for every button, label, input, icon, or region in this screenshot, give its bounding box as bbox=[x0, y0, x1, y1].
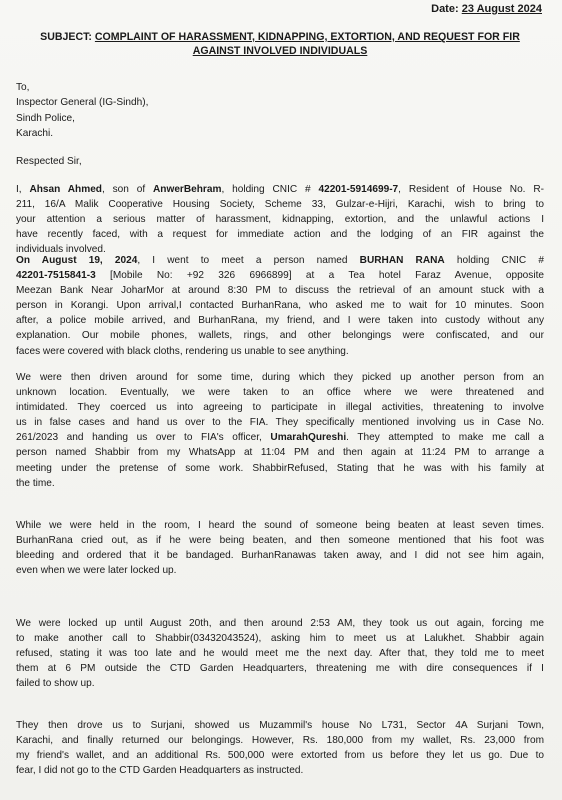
text-run: , Resident of House No. R- bbox=[398, 184, 544, 195]
paragraph-line bbox=[16, 253, 544, 268]
body-paragraph bbox=[16, 518, 544, 578]
bold-text: AnwerBehram bbox=[153, 184, 222, 195]
bold-text: Ahsan Ahmed bbox=[29, 184, 102, 195]
text-run: person named Shabbir from my WhatsApp at 11:04 PM and then again at 11:24 PM to arrange a bbox=[16, 447, 544, 459]
text-run: failed to show up. bbox=[16, 678, 95, 690]
paragraph-line bbox=[16, 661, 544, 676]
text-run: your attention a serious matter of harassment, kidnapping, extortion, and the unlawful actions I bbox=[16, 214, 544, 226]
paragraph-line bbox=[16, 518, 544, 533]
text-run: , holding CNIC # bbox=[221, 184, 319, 195]
text-run: even when we were later locked up. bbox=[16, 565, 177, 577]
bold-text: On August 19, 2024 bbox=[16, 255, 138, 266]
text-run: intimidated. They coerced us into agreeing to participate in illegal activities, threatening to involve bbox=[16, 402, 544, 414]
text-run: BurhanRana cried out, as if he were being beaten, and then someone mentioned that his foot was bbox=[16, 535, 544, 547]
address-line: To, bbox=[16, 82, 30, 93]
text-run: holding CNIC # bbox=[444, 255, 544, 266]
text-run: . They attempted to make me call a bbox=[346, 432, 544, 444]
subject-text-2: AGAINST INVOLVED INDIVIDUALS bbox=[192, 45, 368, 57]
paragraph-line bbox=[16, 676, 544, 691]
paragraph-line bbox=[16, 533, 544, 548]
paragraph-line bbox=[16, 344, 544, 359]
paragraph-line bbox=[16, 212, 544, 227]
paragraph-line bbox=[16, 461, 544, 476]
subject-label: SUBJECT: bbox=[40, 31, 92, 43]
paragraph-line bbox=[16, 283, 544, 298]
paragraph-line bbox=[16, 268, 544, 283]
text-run: them at 6 PM outside the CTD Garden Headquarters, threatening me with dire consequences if I bbox=[16, 663, 544, 675]
text-run: faces were covered with black cloths, rendering us unable to see anything. bbox=[16, 345, 349, 357]
text-run: 261/2023 and handing us over to FIA's officer, bbox=[16, 432, 271, 444]
text-run: to make another call to Shabbir(03432043524), asking him to meet us at Lalukhet. Shabbir again bbox=[16, 633, 544, 645]
subject-line-2 bbox=[30, 44, 530, 58]
body-paragraph bbox=[16, 370, 544, 491]
text-run: We were locked up until August 20th, and then around 2:53 AM, they took us out again, forcing me bbox=[16, 618, 544, 629]
date-value: 23 August 2024 bbox=[461, 3, 542, 15]
paragraph-line bbox=[16, 370, 544, 385]
subject-line-1 bbox=[30, 30, 530, 44]
paragraph-line bbox=[16, 313, 544, 328]
text-run: 211, 16/A Malik Cooperative Housing Society, Scheme 33, Gulzar-e-Hijri, Karachi, wish to bring to bbox=[16, 199, 544, 211]
paragraph-line bbox=[16, 631, 544, 646]
paragraph-line bbox=[16, 197, 544, 212]
text-run: bleeding and ordered that it be bandaged. BurhanRanawas taken away, and I did not see him again, bbox=[16, 550, 544, 562]
text-run: my friend's wallet, and an additional Rs. 500,000 were extorted from us before they let us go. Due to bbox=[16, 750, 544, 762]
text-run: person in Korangi. Upon arrival,I contacted BurhanRana, who asked me to wait for 10 minutes. Soon bbox=[16, 300, 544, 312]
text-run: [Mobile No: +92 326 6966899] at a Tea hotel Faraz Avenue, opposite bbox=[95, 270, 544, 282]
recipient-address bbox=[16, 80, 544, 141]
paragraph-line bbox=[16, 563, 544, 578]
paragraph-line bbox=[16, 430, 544, 445]
date-line bbox=[431, 3, 542, 15]
text-run: Karachi, and finally returned our belongings. However, Rs. 180,000 from my wallet, Rs. 23,000 from bbox=[16, 735, 544, 747]
paragraph-line bbox=[16, 400, 544, 415]
bold-text: 42201-7515841-3 bbox=[16, 270, 96, 282]
bold-text: 42201-5914699-7 bbox=[318, 184, 399, 195]
date-label: Date: bbox=[431, 3, 459, 15]
body-paragraph bbox=[16, 253, 544, 359]
paragraph-line bbox=[16, 385, 544, 400]
body-paragraph bbox=[16, 616, 544, 691]
text-run: us in false cases and hand us over to the FIA. They specifically mentioned involving us in Case No. bbox=[16, 417, 544, 429]
paragraph-line bbox=[16, 646, 544, 661]
paragraph-line bbox=[16, 733, 544, 748]
text-run: individuals involved. bbox=[16, 244, 106, 256]
subject-text-1: COMPLAINT OF HARASSMENT, KIDNAPPING, EXTORTION, AND REQUEST FOR FIR bbox=[94, 31, 520, 43]
text-run: Meezan Bank Near JoharMor at around 8:30 PM to discuss the retrieval of an amount stuck with a bbox=[16, 285, 544, 297]
text-run: , son of bbox=[101, 184, 154, 195]
text-run: While we were held in the room, I heard the sound of someone being beaten at least seven times. bbox=[16, 520, 544, 531]
text-run: the time. bbox=[16, 477, 55, 489]
paragraph-line bbox=[16, 548, 544, 563]
paragraph-line bbox=[16, 328, 544, 343]
paragraph-line bbox=[16, 182, 544, 197]
text-run: explanation. Our mobile phones, wallets, rings, and other belongings were confiscated, and our bbox=[16, 330, 544, 342]
text-run: We were then driven around for some time, during which they picked up another person from an bbox=[16, 372, 544, 383]
paragraph-line bbox=[16, 763, 544, 778]
text-run: They then drove us to Surjani, showed us Muzammil's house No L731, Sector 4A Surjani Town, bbox=[16, 720, 544, 731]
paragraph-line bbox=[16, 476, 544, 491]
text-run: unknown location. Eventually, we were taken to an office where we were threatened and bbox=[16, 387, 544, 399]
paragraph-line bbox=[16, 748, 544, 763]
text-run: have recently faced, with a request for immediate action and the lodging of an FIR against the bbox=[16, 229, 544, 241]
text-run: meeting under the pretense of some work. ShabbirRefused, Stating that he was with his family at bbox=[16, 462, 544, 474]
bold-text: BURHAN RANA bbox=[359, 255, 445, 266]
text-run: I, bbox=[16, 184, 30, 195]
paragraph-line bbox=[16, 227, 544, 242]
paragraph-line bbox=[16, 298, 544, 313]
address-line: Karachi. bbox=[16, 127, 54, 139]
text-run: refused, stating it was too late and he would meet me the next day. After that, they told me to meet bbox=[16, 648, 544, 660]
address-line: Inspector General (IG-Sindh), bbox=[16, 97, 149, 109]
paragraph-line bbox=[16, 445, 544, 460]
paragraph-line bbox=[16, 616, 544, 631]
body-paragraph bbox=[16, 182, 544, 257]
salutation: Respected Sir, bbox=[16, 156, 82, 167]
subject-heading bbox=[30, 30, 530, 58]
text-run: fear, I did not go to the CTD Garden Headquarters as instructed. bbox=[16, 765, 304, 777]
bold-text: UmarahQureshi bbox=[270, 432, 347, 444]
address-line: Sindh Police, bbox=[16, 112, 75, 124]
text-run: , I went to meet a person named bbox=[137, 255, 360, 266]
paragraph-line bbox=[16, 718, 544, 733]
text-run: after, a police mobile arrived, and BurhanRana, my friend, and I were taken into custody without any bbox=[16, 315, 544, 327]
paragraph-line bbox=[16, 415, 544, 430]
body-paragraph bbox=[16, 718, 544, 778]
